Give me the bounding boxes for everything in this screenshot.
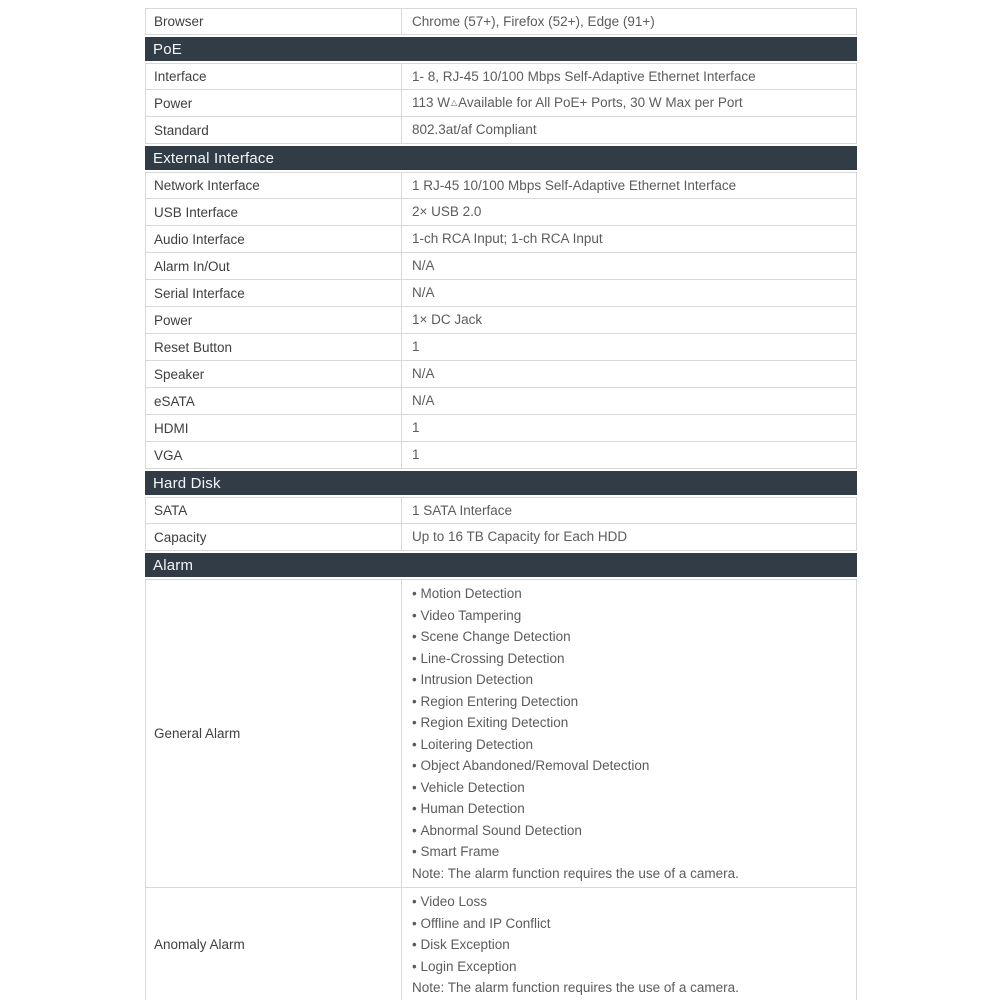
alarm-list-item: • Motion Detection (412, 583, 846, 605)
spec-row-value: N/A (401, 253, 856, 279)
spec-row (145, 888, 857, 1000)
spec-row-label: Power (154, 95, 193, 111)
section-header-label: Hard Disk (153, 474, 221, 492)
spec-row (145, 226, 857, 253)
alarm-list-item: • Smart Frame (412, 841, 846, 863)
spec-row-value: 1 (401, 442, 856, 468)
spec-row-label: eSATA (154, 393, 195, 409)
value-text: 113 W (412, 95, 451, 110)
spec-row (145, 280, 857, 307)
spec-row-value: 1-ch RCA Input; 1-ch RCA Input (401, 226, 856, 252)
spec-row (145, 253, 857, 280)
alarm-list-item: • Loitering Detection (412, 734, 846, 756)
spec-row (145, 63, 857, 90)
spec-row-label: Network Interface (154, 178, 260, 193)
spec-row (145, 307, 857, 334)
spec-row-value: Chrome (57+), Firefox (52+), Edge (91+) (401, 9, 856, 34)
spec-row (145, 579, 857, 888)
section-header (145, 553, 857, 577)
alarm-note: Note: The alarm function requires the use of a camera. (412, 980, 739, 995)
alarm-list-item: • Region Exiting Detection (412, 712, 846, 734)
alarm-list-item: • Video Loss (412, 891, 846, 913)
spec-row-value: 2× USB 2.0 (401, 199, 856, 225)
value-text: Available for All PoE+ Ports, 30 W Max per Port (458, 95, 743, 110)
spec-row-label: SATA (154, 503, 188, 518)
spec-row-value: 1× DC Jack (401, 307, 856, 333)
spec-row-value: 1- 8, RJ-45 10/100 Mbps Self-Adaptive Ethernet Interface (401, 64, 856, 89)
section-header (145, 471, 857, 495)
spec-row-value (401, 888, 856, 1000)
spec-row-label: Standard (154, 122, 209, 138)
spec-row-value (401, 580, 856, 887)
alarm-list-item: • Disk Exception (412, 934, 846, 956)
spec-row-label: Power (154, 312, 193, 328)
spec-row-label: Interface (154, 69, 207, 84)
section-header (145, 37, 857, 61)
alarm-list-item: • Abnormal Sound Detection (412, 820, 846, 842)
alarm-list-item: • Video Tampering (412, 605, 846, 627)
spec-row (145, 334, 857, 361)
alarm-list-item: • Login Exception (412, 956, 846, 978)
spec-row-label: VGA (154, 447, 183, 463)
spec-row-value: 1 (401, 334, 856, 360)
spec-row-value: N/A (401, 388, 856, 414)
alarm-list-item: • Region Entering Detection (412, 691, 846, 713)
alarm-note: Note: The alarm function requires the use of a camera. (412, 865, 739, 881)
spec-row-label: Capacity (154, 529, 207, 545)
spec-row-value: 1 (401, 415, 856, 441)
spec-row-value: Up to 16 TB Capacity for Each HDD (401, 524, 856, 550)
spec-row (145, 172, 857, 199)
alarm-list-item: • Offline and IP Conflict (412, 913, 846, 935)
spec-row (145, 442, 857, 469)
spec-row-value: 1 RJ-45 10/100 Mbps Self-Adaptive Ethernet Interface (401, 173, 856, 198)
spec-row-label: General Alarm (154, 726, 241, 741)
spec-row (145, 117, 857, 144)
spec-row (145, 361, 857, 388)
spec-table (145, 8, 857, 1000)
spec-row-value: 802.3at/af Compliant (401, 117, 856, 143)
spec-row (145, 388, 857, 415)
alarm-list-item: • Intrusion Detection (412, 669, 846, 691)
section-header (145, 146, 857, 170)
spec-row-label: Browser (154, 14, 204, 29)
spec-row-label: Audio Interface (154, 231, 245, 247)
section-header-label: PoE (153, 40, 182, 58)
spec-row-label: Alarm In/Out (154, 258, 230, 274)
spec-row-value: 1 SATA Interface (401, 498, 856, 523)
section-header-label: External Interface (153, 149, 275, 167)
spec-row (145, 524, 857, 551)
spec-row-label: Anomaly Alarm (154, 937, 245, 953)
spec-row-label: USB Interface (154, 204, 239, 220)
alarm-list-item: • Line-Crossing Detection (412, 648, 846, 670)
spec-row-label: HDMI (154, 420, 189, 436)
section-header-label: Alarm (153, 556, 194, 574)
spec-row-label: Serial Interface (154, 285, 245, 301)
spec-row (145, 415, 857, 442)
spec-row (145, 90, 857, 117)
alarm-list-item: • Scene Change Detection (412, 626, 846, 648)
spec-row-value: N/A (401, 280, 856, 306)
alarm-list-item: • Human Detection (412, 798, 846, 820)
spec-row-label: Reset Button (154, 339, 233, 355)
spec-row-label: Speaker (154, 366, 205, 382)
spec-row (145, 8, 857, 35)
spec-row-value: N/A (401, 361, 856, 387)
spec-row (145, 497, 857, 524)
alarm-list-item: • Vehicle Detection (412, 777, 846, 799)
spec-row (145, 199, 857, 226)
spec-row-value: 113 W △ Available for All PoE+ Ports, 30 W Max per Port (401, 90, 856, 116)
alarm-list-item: • Object Abandoned/Removal Detection (412, 755, 846, 777)
